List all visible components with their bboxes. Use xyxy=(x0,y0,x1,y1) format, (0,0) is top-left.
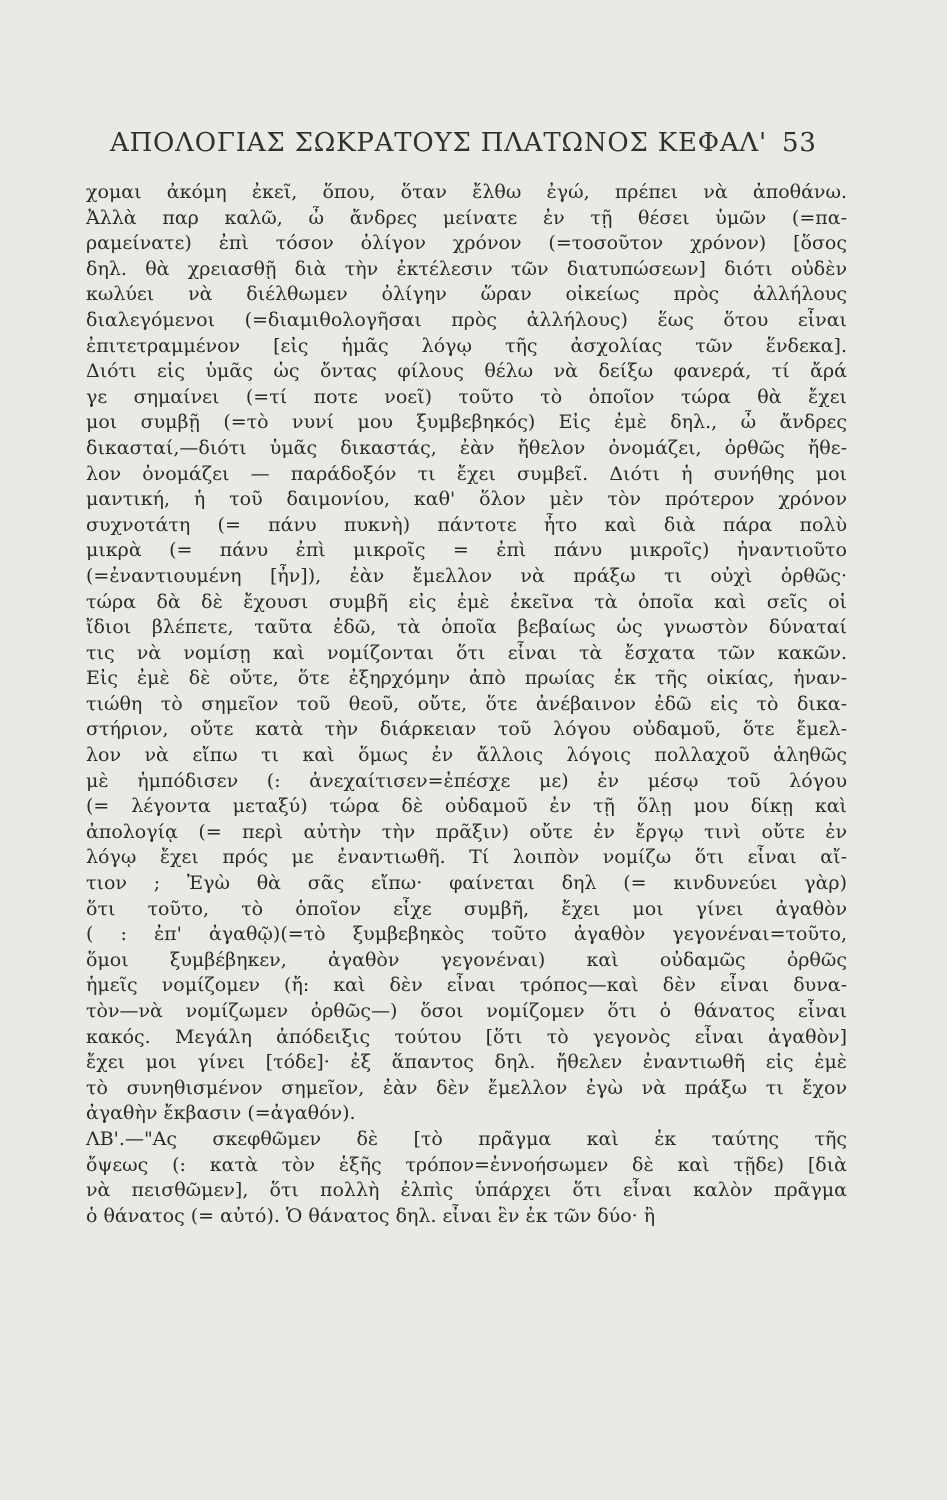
text-line: ὁ θάνατος (= αὐτό). Ὁ θάνατος δηλ. εἶναι ἓν ἐκ τῶν δύο· ἢ xyxy=(86,1204,656,1227)
text-line: (= λέγοντα μεταξύ) τώρα δὲ οὐδαμοῦ ἐν τῇ ὅλῃ μου δίκῃ καὶ xyxy=(86,795,847,818)
text-line: ΛΒ'.—"Ας σκεφθῶμεν δὲ [τὸ πρᾶγμα καὶ ἐκ ταύτης τῆς xyxy=(86,1127,847,1150)
text-line: ὅτι τοῦτο, τὸ ὁποῖον εἶχε συμβῆ, ἔχει μοι γίνει ἀγαθὸν xyxy=(86,897,847,920)
text-line: τὸ συνηθισμένον σημεῖον, ἐὰν δὲν ἔμελλον ἐγὼ νὰ πράξω τι ἔχον xyxy=(86,1076,847,1099)
body-text xyxy=(86,180,847,1229)
text-line: ἐπιτετραμμένον [εἰς ἡμᾶς λόγῳ τῆς ἀσχολίας τῶν ἕνδεκα]. xyxy=(86,334,847,357)
text-line: τιώθη τὸ σημεῖον τοῦ θεοῦ, οὔτε, ὅτε ἀνέβαινον ἐδῶ εἰς τὸ δικα- xyxy=(86,692,847,715)
text-line: χομαι ἀκόμη ἐκεῖ, ὅπου, ὅταν ἔλθω ἐγώ, πρέπει νὰ ἀποθάνω. xyxy=(86,181,847,203)
text-line: ἡμεῖς νομίζομεν (ἤ: καὶ δὲν εἶναι τρόπος—καὶ δὲν εἶναι δυνα- xyxy=(86,974,847,997)
text-line: κακός. Μεγάλη ἀπόδειξις τούτου [ὅτι τὸ γεγονὸς εἶναι ἀγαθὸν] xyxy=(86,1025,847,1048)
text-line: Διότι εἰς ὑμᾶς ὡς ὄντας φίλους θέλω νὰ δείξω φανερά, τί ἄρά xyxy=(86,360,847,383)
text-line: λον ὀνομάζει — παράδοξόν τι ἔχει συμβεῖ. Διότι ἡ συνήθης μοι xyxy=(86,462,847,485)
text-line: ἀπολογίᾳ (= περὶ αὐτὴν τὴν πρᾶξιν) οὔτε ἐν ἔργῳ τινὶ οὔτε ἐν xyxy=(86,820,847,843)
text-line: μαντική, ἡ τοῦ δαιμονίου, καθ' ὅλον μὲν τὸν πρότερον χρόνον xyxy=(86,488,847,511)
running-title: ΑΠΟΛΟΓΙΑΣ ΣΩΚΡΑΤΟΥΣ ΠΛΑΤΩΝΟΣ ΚΕΦΑΛ' xyxy=(110,128,767,158)
text-line: λον νὰ εἴπω τι καὶ ὅμως ἐν ἄλλοις λόγοις πολλαχοῦ ἀληθῶς xyxy=(86,744,847,767)
text-line: ραμείνατε) ἐπὶ τόσον ὀλίγον χρόνον (=τοσοῦτον χρόνον) [ὅσος xyxy=(86,232,847,255)
text-line: ὄψεως (: κατὰ τὸν ἑξῆς τρόπον=ἐννοήσωμεν δὲ καὶ τῇδε) [διὰ xyxy=(86,1153,847,1176)
text-line: (=ἐναντιουμένη [ἦν]), ἐὰν ἔμελλον νὰ πράξω τι οὐχὶ ὀρθῶς· xyxy=(86,564,847,587)
text-line: τὸν—νὰ νομίζωμεν ὀρθῶς—) ὅσοι νομίζομεν ὅτι ὁ θάνατος εἶναι xyxy=(86,1000,847,1022)
text-line: τις νὰ νομίσῃ καὶ νομίζονται ὅτι εἶναι τὰ ἔσχατα τῶν κακῶν. xyxy=(86,641,847,664)
text-line: διαλεγόμενοι (=διαμιθολογῆσαι πρὸς ἀλλήλους) ἕως ὅτου εἶναι xyxy=(86,308,847,331)
text-line: δικασταί,—διότι ὑμᾶς δικαστάς, ἐὰν ἤθελον ὀνομάζει, ὀρθῶς ἤθε- xyxy=(86,436,847,459)
text-line: Εἰς ἐμὲ δὲ οὔτε, ὅτε ἐξηρχόμην ἀπὸ πρωίας ἐκ τῆς οἰκίας, ἠναν- xyxy=(86,667,847,690)
text-line: γε σημαίνει (=τί ποτε νοεῖ) τοῦτο τὸ ὁποῖον τώρα θὰ ἔχει xyxy=(86,385,847,408)
text-line: ἴδιοι βλέπετε, ταῦτα ἐδῶ, τὰ ὁποῖα βεβαίως ὡς γνωστὸν δύναταί xyxy=(86,616,847,639)
running-header xyxy=(110,128,829,158)
text-line: ὅμοι ξυμβέβηκεν, ἀγαθὸν γεγονέναι) καὶ οὐδαμῶς ὀρθῶς xyxy=(86,948,847,971)
text-line: συχνοτάτη (= πάνυ πυκνὴ) πάντοτε ἦτο καὶ διὰ πάρα πολὺ xyxy=(86,513,847,536)
text-line: λόγῳ ἔχει πρός με ἐναντιωθῆ. Τί λοιπὸν νομίζω ὅτι εἶναι αἴ- xyxy=(86,846,847,869)
text-line: δηλ. θὰ χρειασθῇ διὰ τὴν ἐκτέλεσιν τῶν διατυπώσεων] διότι οὐδὲν xyxy=(86,257,847,280)
text-line: κωλύει νὰ διέλθωμεν ὀλίγην ὥραν οἰκείως πρὸς ἀλλήλους xyxy=(86,283,847,306)
text-line: ( : ἐπ' ἀγαθῷ)(=τὸ ξυμβεβηκὸς τοῦτο ἀγαθὸν γεγονέναι=τοῦτο, xyxy=(86,923,847,946)
text-line: ἔχει μοι γίνει [τόδε]· ἐξ ἅπαντος δηλ. ἤθελεν ἐναντιωθῆ εἰς ἐμὲ xyxy=(86,1051,847,1074)
text-line: μὲ ἠμπόδισεν (: ἀνεχαίτισεν=ἐπέσχε με) ἐν μέσῳ τοῦ λόγου xyxy=(86,769,847,792)
text-line: τώρα δὰ δὲ ἔχουσι συμβῆ εἰς ἐμὲ ἐκεῖνα τὰ ὁποῖα καὶ σεῖς οἱ xyxy=(86,590,847,613)
text-line: τιον ; Ἐγὼ θὰ σᾶς εἴπω· φαίνεται δηλ (= κινδυνεύει γὰρ) xyxy=(86,872,847,895)
text-line: ἀγαθὴν ἔκβασιν (=ἀγαθόν). xyxy=(86,1102,356,1125)
page-number: 53 xyxy=(782,128,817,158)
text-line: νὰ πεισθῶμεν], ὅτι πολλὴ ἐλπὶς ὑπάρχει ὅτι εἶναι καλὸν πρᾶγμα xyxy=(86,1179,847,1202)
text-line: μοι συμβῇ (=τὸ νυνί μου ξυμβεβηκός) Εἰς ἐμὲ δηλ., ὦ ἄνδρες xyxy=(86,411,847,434)
text-line: μικρὰ (= πάνυ ἐπὶ μικροῖς = ἐπὶ πάνυ μικροῖς) ἠναντιοῦτο xyxy=(86,539,847,562)
text-line: Ἀλλὰ παρ καλῶ, ὦ ἄνδρες μείνατε ἐν τῇ θέσει ὑμῶν (=πα- xyxy=(86,206,847,229)
text-line: στήριον, οὔτε κατὰ τὴν διάρκειαν τοῦ λόγου οὐδαμοῦ, ὅτε ἔμελ- xyxy=(86,718,847,741)
